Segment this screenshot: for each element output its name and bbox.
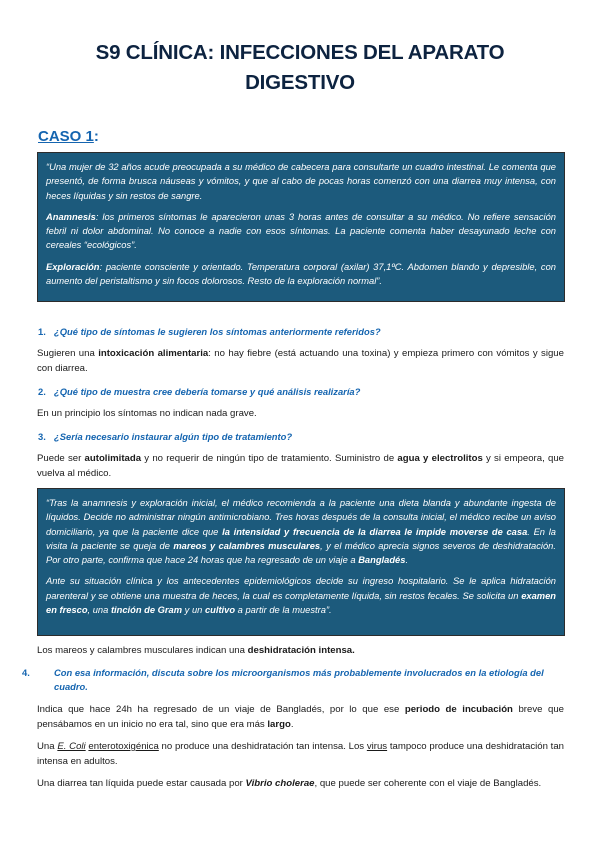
answer-bold: autolimitada [84, 453, 142, 464]
box-text: . [405, 555, 409, 566]
case-colon: : [93, 128, 99, 145]
answer-bold: agua y electrolitos [397, 453, 483, 464]
case-label: CASO 1 [38, 128, 94, 145]
answer-underlined: virus [366, 741, 388, 752]
answer-text: y no requerir de ningún tipo de tratamiento. Suministro de [141, 453, 398, 464]
answer-text: Sugieren una [37, 348, 99, 359]
answer-text: y si empeora, que vuelva al médico. [37, 453, 564, 479]
answer-text: . [290, 718, 294, 730]
answer-4c [37, 777, 564, 792]
answer-text: no produce una deshidratación tan intensa. Los [158, 741, 367, 752]
question-2 [38, 385, 563, 399]
question-text: Con esa información, discuta sobre los microorganismos más probablemente involucrados en la etiología del cuadro. [54, 667, 544, 692]
answer-underlined: E. Coli [57, 741, 86, 752]
box-text: , y el médico aprecia signos severos de deshidratación. Por otro parte, confirma que hace 24 horas que ha regresado de un viaje a [46, 540, 556, 566]
box-bold: la intensidad y frecuencia de la diarrea le impide moverse de casa [222, 526, 528, 537]
answer-bold: periodo de incubación [404, 704, 513, 715]
anamnesis-label: Anamnesis [46, 211, 96, 222]
answer-text: Indica que hace 24h ha regresado de un viaje de Bangladés, por lo que ese [37, 704, 405, 715]
answer-text: Puede ser [37, 453, 85, 464]
page-title: S9 CLÍNICA: INFECCIONES DEL APARATO DIGESTIVO [95, 41, 505, 94]
answer-text: : no hay fiebre (está actuando una toxina) y empieza primero con vómitos y sigue con diarrea. [37, 348, 564, 374]
question-text: ¿Qué tipo de muestra cree debería tomarse y qué análisis realizaría? [54, 386, 361, 397]
answer-bold: intoxicación alimentaria [98, 348, 209, 359]
answer-text: Una diarrea tan líquida puede estar causada por [37, 778, 246, 789]
box-text: . En la visita la paciente se queja de [46, 526, 556, 551]
answer-underlined: enterotoxigénica [88, 741, 159, 752]
box-text: “Tras la anamnesis y exploración inicial, el médico recomienda a la paciente una dieta blanda y abundante ingesta de líquidos. Decide no administrar ningún antimicrobiano. Tres horas después de la consulta inicial, el médico recibe un aviso domiciliario, ya que la paciente dice que [46, 498, 556, 537]
anamnesis-text: : los primeros síntomas le aparecieron unas 3 horas antes de consultar a su médico. No refiere sensación febril ni dolor abdominal. No conoce a nadie con esos síntomas. La paciente comenta haber desayunado leche con cereales “ecológicos”. [46, 211, 556, 251]
followup-paragraph-2 [46, 574, 556, 617]
box-bold: examen en fresco [46, 590, 556, 616]
followup-paragraph-1 [46, 496, 556, 567]
exploracion-text: : paciente consciente y orientado. Temperatura corporal (axilar) 37,1ºC. Abdomen blando y depresible, con aumento del peristaltismo y sin focos dolorosos. Resto de la exploración normal”. [46, 261, 556, 287]
box-bold: Bangladés [358, 555, 406, 566]
box-bold: cultivo [204, 605, 236, 616]
question-number: 4. [22, 667, 30, 678]
box-text: Ante su situación clínica y los antecedentes epidemiológicos decide su ingreso hospitalario. Se le aplica hidratación parenteral y se obtiene una muestra de heces, la cual es completamente líquida, sin restos fecales. Se solicita un [46, 576, 556, 601]
anamnesis-paragraph [46, 210, 556, 253]
question-text: ¿Sería necesario instaurar algún tipo de tratamiento? [54, 431, 293, 442]
answer-text: breve que pensábamos en un inicio no era tal, sino que era más [37, 704, 564, 730]
question-4 [22, 666, 563, 694]
question-number: 3. [38, 431, 46, 442]
answer-text: Los mareos y calambres musculares indican una [37, 645, 248, 656]
question-number: 1. [38, 326, 46, 337]
answer-3 [37, 452, 564, 481]
answer-4a [37, 703, 564, 732]
exploracion-paragraph [46, 260, 556, 289]
box-text: , una [87, 605, 111, 616]
case-description-box [37, 152, 565, 302]
exploracion-label: Exploración [46, 261, 100, 272]
case-intro: “Una mujer de 32 años acude preocupada a su médico de cabecera para consultarte un cuadro intestinal. Le comenta que presentó, de forma brusca náuseas y vómitos, y que al cabo de pocas horas comenzó con una diarrea muy intensa, con heces líquidas y sin restos de sangre. [46, 162, 556, 201]
box-text: a partir de la muestra”. [235, 605, 332, 616]
answer-bold: largo [267, 718, 291, 730]
answer-text: tampoco produce una deshidratación tan intensa en adultos. [37, 741, 564, 767]
answer-bold: deshidratación intensa. [247, 645, 355, 656]
answer-text: Una [37, 741, 58, 752]
box-bold: tinción de Gram [110, 605, 183, 616]
question-3 [38, 430, 563, 444]
answer-mareos [37, 644, 564, 659]
answer-4b [37, 740, 564, 769]
answer-text: , que puede ser coherente con el viaje de Bangladés. [314, 778, 542, 789]
answer-1 [37, 347, 564, 376]
box-text: y un [182, 605, 205, 616]
question-number: 2. [38, 386, 46, 397]
case-followup-box [37, 488, 565, 636]
answer-bold-italic: Vibrio cholerae [245, 778, 315, 789]
case-heading [38, 128, 99, 145]
question-1 [38, 325, 563, 339]
question-text: ¿Qué tipo de síntomas le sugieren los síntomas anteriormente referidos? [54, 326, 381, 337]
box-bold: mareos y calambres musculares [173, 540, 321, 551]
answer-2: En un principio los síntomas no indican nada grave. [37, 408, 257, 419]
